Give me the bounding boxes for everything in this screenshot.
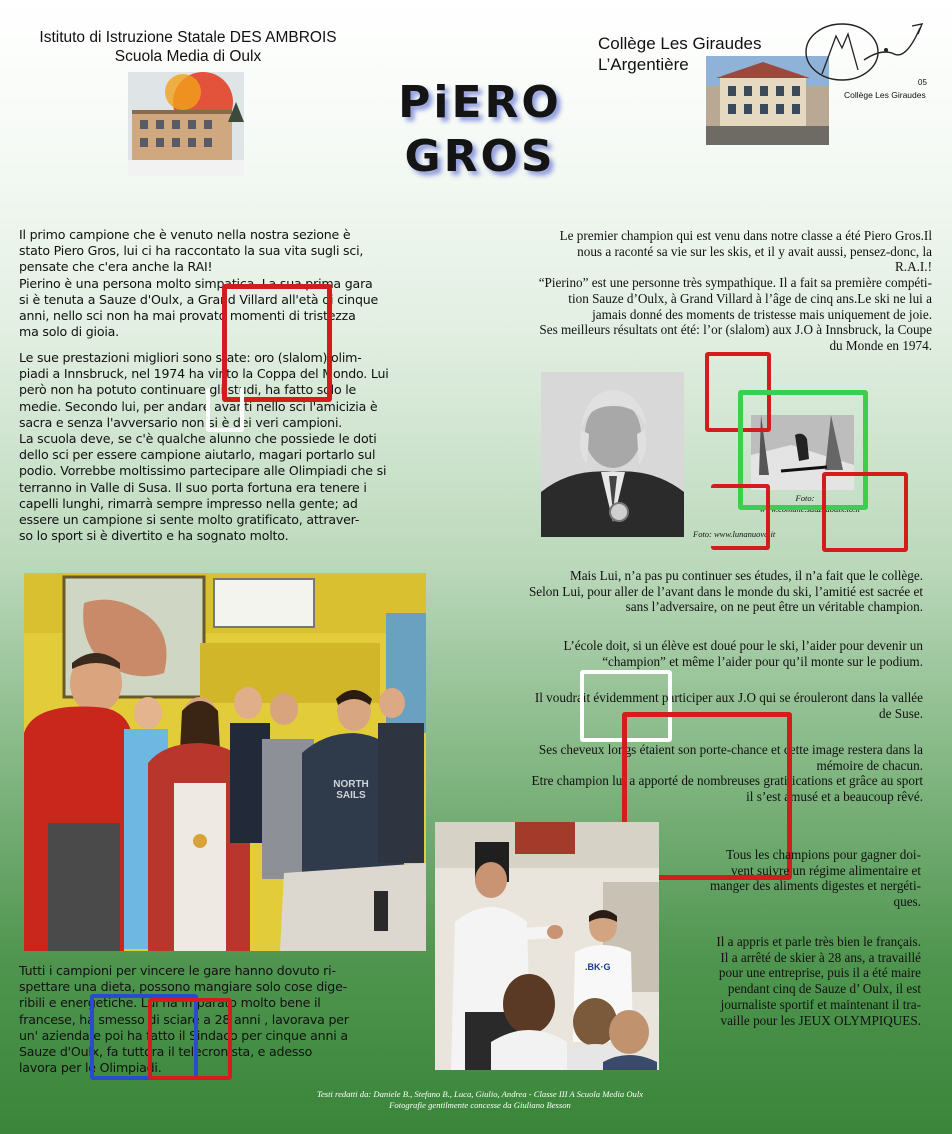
text-line: anni, nello sci non ha mai provato momenti di tristezza [19, 308, 356, 324]
italian-school-name [18, 28, 358, 66]
sweatshirt-text-line: SAILS [336, 790, 366, 801]
text-line: Selon Lui, pour aller de l’avant dans le monde du ski, l’amitié est sacrée et [528, 583, 923, 599]
text-line: Ses meilleurs résultats ont été: l’or (slalom) aux J.O à Innsbruck, la Coupe [539, 322, 932, 338]
text-line: podio. Vorrebbe moltissimo partecipare alle Olimpiadi che si [19, 463, 387, 479]
text-line: Il a appris et parle très bien le français. [716, 934, 921, 949]
french-paragraph-6 [662, 847, 921, 910]
portrait-photo-caption: Foto: www.lunanuova.it [693, 529, 776, 539]
text-line: spettare una dieta, possono mangiare solo cose dige- [19, 979, 347, 995]
text-line: ques. [893, 894, 921, 910]
text-line: journaliste sportif et maintenant il tra- [720, 996, 921, 1012]
text-line: il s’est amusé et a beaucoup rêvé. [746, 789, 923, 805]
title-line-first-name: PiERO [398, 77, 562, 128]
text-line: Il a arrêté de skier à 28 ans, a travaillé [720, 949, 921, 965]
french-paragraph-1 [480, 228, 932, 354]
title-line-last-name: GROS [404, 131, 556, 182]
text-line: Etre champion lui a apporté de nombreuses gratifications et grâce au sport [531, 773, 923, 789]
text-line: Tous les champions pour gagner doi- [725, 847, 921, 862]
decorative-red-square [148, 998, 232, 1080]
credits-line1: Testi redatti da: Daniele B., Stefano B., Luca, Giulio, Andrea - Classe III A Scuola Media Oulx [316, 1089, 644, 1099]
text-line: ma solo di gioia. [19, 324, 119, 340]
text-line: Il voudrait évidemment participer aux J.O qui se érouleront dans la vallée [534, 690, 923, 705]
text-line: Sauze d'Oulx, fa tuttora il telecronista, e adesso [19, 1044, 313, 1060]
college-logo [802, 14, 926, 90]
decorative-red-square [222, 284, 332, 402]
french-paragraph-7 [662, 934, 921, 1028]
text-line: Tutti i campioni per vincere le gare hanno dovuto ri- [19, 963, 336, 978]
text-line: piadi a Innsbruck, nel 1974 ha vinto la Coppa del Mondo. Lui [19, 366, 389, 382]
text-line: Il primo campione che è venuto nella nostra sezione è [19, 227, 351, 242]
classroom-photo [24, 573, 426, 951]
text-line: pour une entreprise, puis il a été maire [718, 965, 921, 981]
logo-caption: Collège Les Giraudes [844, 90, 926, 100]
text-line: pendant cinq de Sauze d’ Oulx, il est [727, 981, 921, 997]
decorative-red-square [711, 484, 770, 550]
text-line: sacra e senza l'avversario non si è dei veri campioni. [19, 414, 343, 430]
text-line: du Monde en 1974. [829, 337, 932, 353]
text-line: La scuola deve, se c'è qualche alunno che possiede le doti [19, 431, 377, 447]
italian-school-line1: Istituto di Istruzione Statale DES AMBROIS [39, 29, 337, 46]
text-line: tion Sauze d’Oulx, à Grand Villard à l’âge de cinq ans.Le ski ne lui a [568, 290, 932, 306]
french-school-line1: Collège Les Giraudes [598, 34, 762, 53]
decorative-red-square [822, 472, 908, 552]
text-line: vaille pour les JEUX OLYMPIQUES. [720, 1012, 921, 1028]
text-line: mémoire de chacun. [816, 757, 923, 773]
text-line: Pierino è una persona molto simpatica. La sua prima gara [19, 275, 373, 291]
text-line: sans l’adversaire, on ne peut être un véritable champion. [625, 599, 923, 615]
text-line: stato Piero Gros, lui ci ha raccontato la sua vita sugli sci, [19, 243, 364, 259]
text-line: L’école doit, si un élève est doué pour le ski, l’aider pour devenir un [563, 638, 923, 653]
text-line: nous a raconté sa vie sur les skis, et il y avait aussi, pensez-donc, la [577, 243, 932, 259]
text-line: so lo sport si è divertito e ha sognato molto. [19, 528, 289, 544]
french-paragraph-2 [470, 568, 923, 615]
text-line: terranno in Valle di Susa. Il suo porta fortuna era tenere i [19, 479, 367, 495]
text-line: dello sci per essere campione aiutarlo, magari portarlo sul [19, 447, 376, 463]
french-paragraph-3 [470, 638, 923, 669]
text-line: Le sue prestazioni migliori sono state: oro (slalom) olim- [19, 350, 362, 365]
french-school-line2: L’Argentière [598, 55, 689, 74]
text-line: lavora per le Olimpiadi. [19, 1060, 162, 1076]
text-line: jamais donné des moments de tristesse mais uniquement de joie. [592, 306, 932, 322]
text-line: si è tenuta a Sauze d'Oulx, a Grand Villard all'età di cinque [19, 291, 379, 307]
text-line: de Suse. [879, 705, 923, 721]
italian-school-photo [128, 72, 244, 176]
text-line: R.A.I.! [895, 259, 932, 275]
credits-line2: Fotografie gentilmente concesse da Giuliano Besson [389, 1100, 571, 1110]
lesson-photo [435, 822, 659, 1070]
decorative-white-square [206, 388, 244, 432]
mountain-arrow-icon [802, 14, 926, 90]
skier-photo-caption: Foto: www.comune.sauzedoulx.to.it [759, 493, 860, 514]
piero-gros-portrait-photo [541, 372, 684, 537]
text-line: vent suivre un régime alimentaire et [730, 862, 921, 878]
sweatshirt-text-line: NORTH [333, 779, 369, 790]
text-line: però non ha potuto continuare gli studi, ha fatto solo le [19, 382, 357, 398]
text-line: capelli lunghi, rimarrà sempre impresso nella gente; ad [19, 495, 358, 511]
text-line: ribili e energetiche. Lui ha imparato molto bene il [19, 995, 321, 1011]
boy-shirt-text: .BK·G [585, 962, 611, 972]
text-line: “Pierino” est une personne très sympathique. Il a fait sa première compéti- [538, 275, 932, 291]
text-line: medie. Secondo lui, per andare avanti nello sci l'amicizia è [19, 398, 378, 414]
italian-school-line2: Scuola Media di Oulx [114, 48, 262, 65]
text-line: manger des aliments digestes et nergéti- [709, 878, 921, 894]
text-line: un' azienda e poi ha fatto il Sindaco per cinque anni a [19, 1027, 348, 1043]
page-title [395, 76, 565, 184]
logo-number: 05 [918, 78, 927, 87]
text-line: francese, ha smesso di sciare a 28 anni , lavorava per [19, 1011, 349, 1027]
text-line: Ses cheveux longs étaient son porte-chance et cette image restera dans la [538, 742, 923, 757]
text-line: Mais Lui, n’a pas pu continuer ses études, il n’a fait que le collège. [569, 568, 923, 583]
sweatshirt-text [321, 779, 381, 801]
credits-footer [230, 1089, 730, 1111]
text-line: “champion” et même l’aider pour qu’il monte sur le podium. [602, 653, 923, 669]
text-line: Le premier champion qui est venu dans notre classe a été Piero Gros.Il [559, 228, 932, 243]
text-line: pensate che c'era anche la RAI! [19, 259, 213, 275]
text-line: essere un campione si sente molto gratificato, attraver- [19, 512, 360, 528]
